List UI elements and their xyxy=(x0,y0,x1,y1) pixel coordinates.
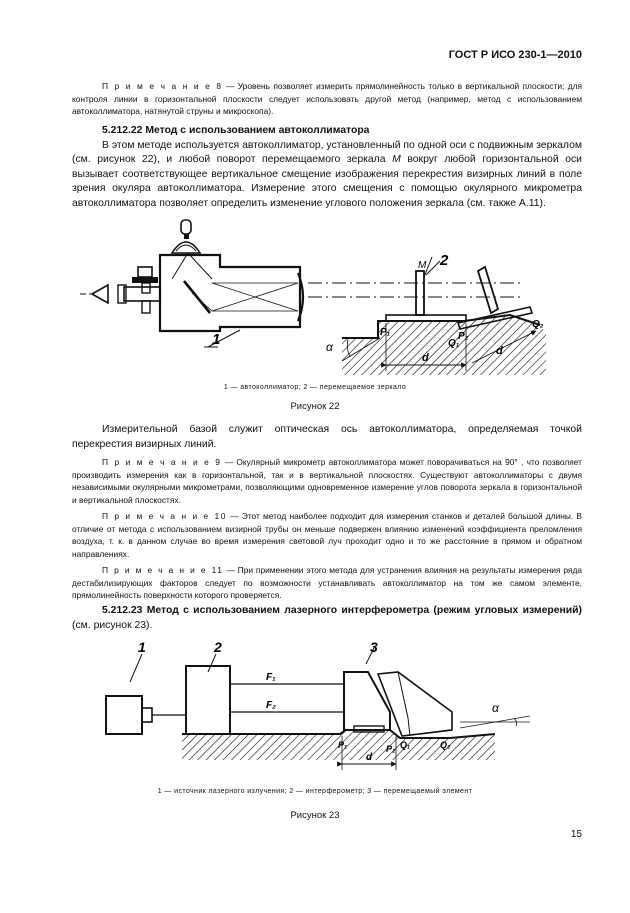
note-8 xyxy=(72,80,582,118)
section-5-212-23 xyxy=(72,604,582,633)
note-9-text: — Окулярный микрометр автоколлиматора может поворачиваться на 90° , что позволяет производить измерения как в горизонтальной, так и в вертикальной плоскостях. Существуют автоколлиматоры с двумя независимыми окулярными микрометрами, позволяющими одновременное измерение углов поворота зеркала в горизонтальной и вертикальной плоскостях. xyxy=(72,457,582,505)
fig22-label-d2: d xyxy=(496,345,503,357)
fig23-label-1: 1 xyxy=(138,639,146,655)
autocollimator-lamp xyxy=(172,220,200,253)
document-header: ГОСТ Р ИСО 230-1—2010 xyxy=(448,49,582,61)
note-9-label: П р и м е ч а н и е 9 xyxy=(102,457,222,467)
figure-22-legend: 1 — автоколлиматор; 2 — перемещаемое зеркало xyxy=(223,384,407,391)
figure-23-caption: Рисунок 23 xyxy=(290,810,340,821)
fig23-label-F1: F₁ xyxy=(266,672,276,683)
fig22-label-d1: d xyxy=(422,352,429,364)
fig22-label-P2: P₂ xyxy=(458,331,469,342)
fig22-label-1: 1 xyxy=(212,331,221,348)
figure-22-caption: Рисунок 22 xyxy=(290,401,340,412)
figure-23-legend: 1 — источник лазерного излучения; 2 — интерферометр; 3 — перемещаемый элемент xyxy=(157,788,473,795)
fig22-label-2: 2 xyxy=(440,252,449,269)
fig23-label-Q2: Q₂ xyxy=(440,740,451,750)
fig23-label-Q1: Q₁ xyxy=(400,740,411,750)
paragraph-measuring-base-text: Измерительной базой служит оптическая ось автоколлиматора, определяемая точкой перекрестия визирных линий. xyxy=(72,424,582,450)
note-11 xyxy=(72,564,582,602)
paragraph-measuring-base xyxy=(72,423,582,452)
note-10 xyxy=(72,510,582,560)
note-11-label: П р и м е ч а н и е 11 xyxy=(102,565,224,575)
fig23-label-3: 3 xyxy=(370,639,378,655)
note-8-label: П р и м е ч а н и е 8 xyxy=(102,81,223,91)
moving-element-position-1 xyxy=(344,648,390,732)
section-22-body-part2: вокруг любой горизонтальной оси вызывает соответствующее вертикальное смещение изображения перекрестия визирных линий в поле зрения окуляра автоколлиматора. Измерение этого смещения с помощью окулярного микрометра автоколлиматора позволяет определить изменение углового положения зеркала (см. также А.11). xyxy=(72,154,582,209)
fig22-label-Q2: Q₂ xyxy=(532,319,544,330)
fig23-label-d: d xyxy=(366,752,373,763)
figure-23-diagram xyxy=(90,638,540,778)
fig22-label-P1: P₁ xyxy=(380,327,391,338)
fig22-label-Q1: Q₁ xyxy=(448,338,460,349)
section-22-mirror-var: М xyxy=(392,154,401,165)
note-8-text: — Уровень позволяет измерить прямолинейность только в вертикальной плоскости; для контроля линии в горизонтальной плоскости следует использовать другой метод (например, метод с использованием автоколлиматора, натянутой струны и микроскопа). xyxy=(72,81,582,117)
fig23-label-2: 2 xyxy=(214,639,222,655)
fig22-label-M: М xyxy=(418,260,427,271)
fig23-label-P1: P₁ xyxy=(338,740,348,750)
fig23-label-alpha: α xyxy=(492,701,499,715)
eyepiece-micrometer xyxy=(80,267,160,313)
section-22-heading: 5.212.22 Метод с использованием автоколлиматора xyxy=(102,125,370,136)
figure-22-diagram xyxy=(80,215,550,375)
note-9 xyxy=(72,456,582,506)
autocollimator-body xyxy=(160,253,303,331)
laser-source xyxy=(106,654,186,734)
section-22-body xyxy=(72,139,582,212)
fig23-label-P2: P₂ xyxy=(386,744,396,754)
fig22-label-alpha: α xyxy=(326,340,333,354)
interferometer xyxy=(186,654,230,734)
section-23-heading: 5.212.23 Метод с использованием лазерного интерферометра (режим угловых измерений) xyxy=(102,605,582,616)
machine-bed xyxy=(342,315,546,375)
page-number: 15 xyxy=(570,829,582,840)
section-22-body-part1: В этом методе используется автоколлиматор, установленный по одной оси с подвижным зеркалом (см. рисунок 22), и любой поворот перемещаемого зеркала xyxy=(72,139,582,165)
note-10-text: — Этот метод наиболее подходит для измерения станков и деталей большой длины. В отличие от метода с использованием визирной трубы он меньше подвержен влиянию изменений коэффициента преломления воздуха, т. к. в данном случае во время измерения световой луч проходит одно и то же расстояние в прямом и обратном направлениях. xyxy=(72,511,582,559)
fig23-label-F2: F₂ xyxy=(266,700,276,711)
section-5-212-22 xyxy=(72,124,582,211)
note-10-label: П р и м е ч а н и е 10 xyxy=(102,511,228,521)
section-23-tail: (см. рисунок 23). xyxy=(72,619,153,631)
note-11-text: — При применении этого метода для устранения влияния на результаты измерения ряда дестабилизирующих факторов следует по возможности устанавливать автоколлиматор на том же самом элементе, прямолинейность поверхности которого проверяется. xyxy=(72,565,582,601)
